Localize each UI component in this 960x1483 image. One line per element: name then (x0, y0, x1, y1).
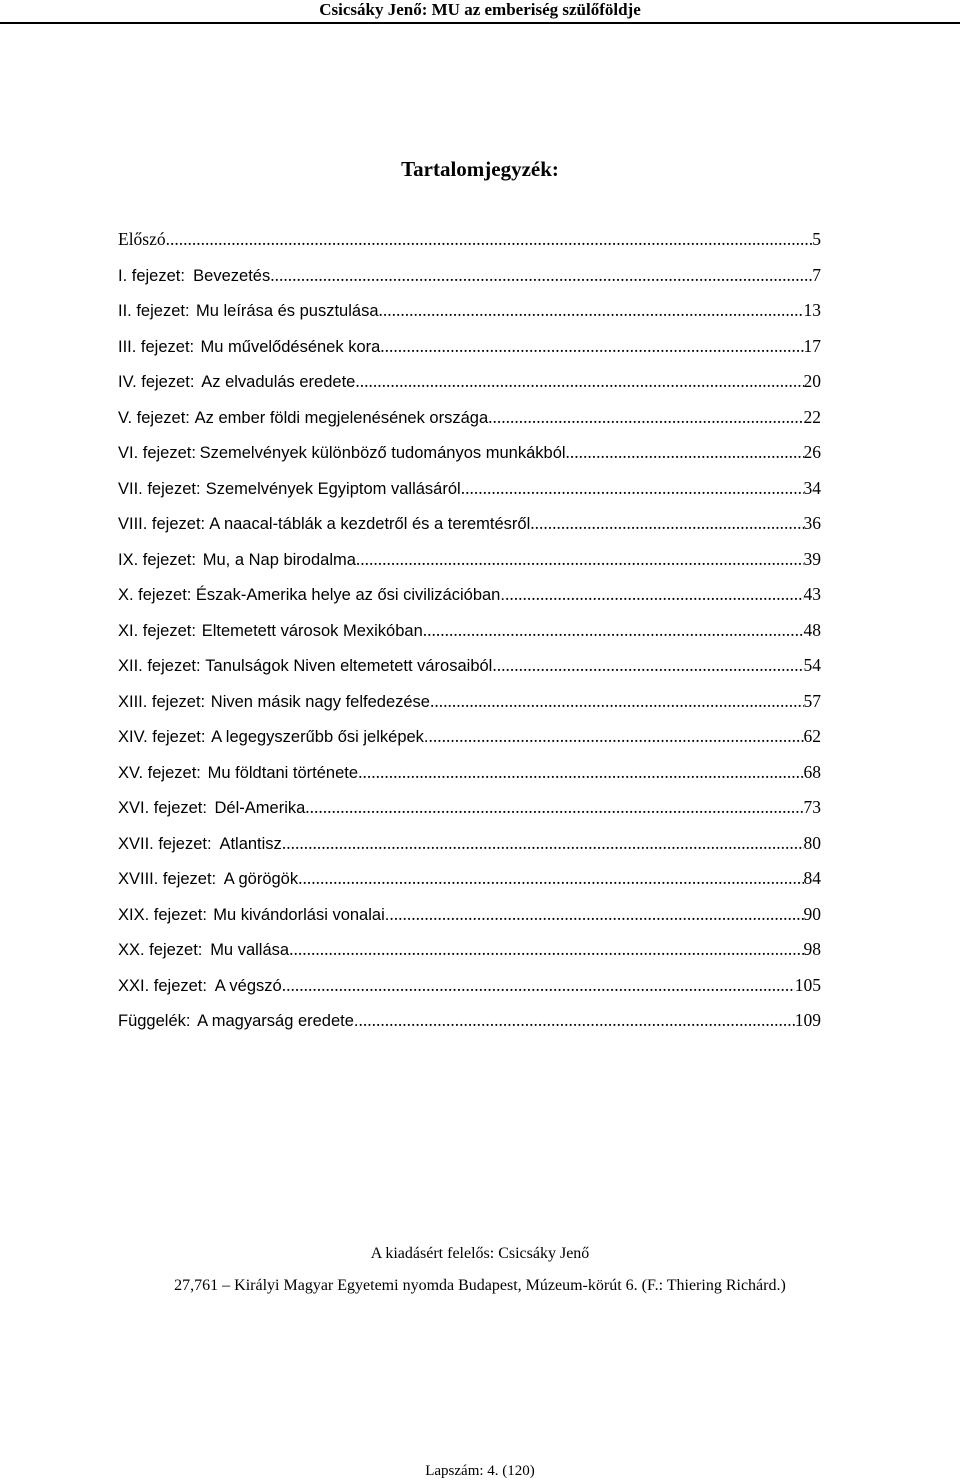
toc-entry-title: A görögök (223, 870, 299, 888)
toc-entry-page: 48 (803, 619, 821, 640)
toc-dot-leader (488, 404, 803, 430)
toc-entry-title: Mu földtani története (207, 763, 359, 782)
toc-entry-title: A legegyszerűbb ősi jelképek. (211, 728, 429, 746)
toc-entry-page: 57 (803, 690, 821, 711)
toc-entry-title: Észak-Amerika helye az ősi civilizációban. (195, 586, 505, 604)
toc-entry-page: 36 (803, 513, 821, 533)
toc-entry-label: XXI. fejezet: (118, 976, 207, 995)
toc-dot-leader (356, 546, 804, 572)
toc-entry-label: XI. fejezet: (118, 621, 196, 640)
toc-entry[interactable] (118, 368, 821, 404)
toc-entry[interactable] (118, 652, 821, 688)
toc-entry-page: 22 (803, 406, 821, 427)
toc-entry[interactable] (118, 581, 821, 617)
page-number-footer: Lapszám: 4. (120) (425, 1463, 535, 1479)
toc-dot-leader (461, 475, 804, 501)
toc-entry-label: XX. fejezet: (118, 941, 203, 959)
header-rule (0, 22, 960, 24)
toc-entry[interactable] (118, 1007, 821, 1043)
toc-entry-label: III. fejezet: (118, 337, 195, 356)
toc-entry-page: 84 (803, 868, 821, 888)
toc-title: Tartalomjegyzék: (401, 157, 559, 181)
toc-entry-page: 73 (803, 797, 821, 817)
toc-entry-label: VII. fejezet: (118, 479, 201, 498)
toc-entry-title: Eltemetett városok Mexikóban (201, 621, 423, 640)
toc-entry-page: 20 (803, 371, 821, 391)
toc-entry[interactable] (118, 333, 821, 369)
toc-entry-page: 54 (803, 655, 821, 675)
toc-entry-page: 80 (803, 832, 821, 853)
toc-dot-leader (380, 333, 803, 359)
toc-entry-label: II. fejezet: (118, 302, 190, 320)
toc-entry-title: Dél-Amerika (214, 799, 306, 817)
toc-entry-page: 39 (803, 548, 821, 569)
toc-entry-page: 7 (812, 264, 821, 285)
toc-dot-leader (282, 972, 795, 998)
toc-entry-label: XII. fejezet: (118, 657, 201, 675)
toc-entry-page: 13 (803, 300, 821, 320)
toc-entry-title: Niven másik nagy felfedezése (210, 692, 430, 711)
table-of-contents (118, 226, 821, 1043)
toc-dot-leader (505, 581, 804, 607)
toc-entry-title: A naacal-táblák a kezdetről és a teremtésről (209, 515, 531, 533)
toc-entry-label: XVIII. fejezet: (118, 870, 217, 888)
toc-entry-label: Függelék: (118, 1012, 191, 1030)
toc-entry[interactable] (118, 794, 821, 830)
toc-entry[interactable] (118, 830, 821, 866)
toc-entry-page: 17 (803, 335, 821, 356)
toc-entry-label: XVII. fejezet: (118, 834, 212, 853)
toc-entry-label: X. fejezet: (118, 586, 192, 604)
toc-entry-label: IV. fejezet: (118, 373, 195, 391)
toc-entry-label: XIII. fejezet: (118, 692, 206, 711)
toc-entry-page: 109 (794, 1010, 821, 1030)
toc-entry-label: XIV. fejezet: (118, 728, 206, 746)
toc-dot-leader (429, 723, 804, 749)
toc-entry[interactable] (118, 546, 821, 582)
toc-entry[interactable] (118, 226, 821, 262)
toc-entry-page: 43 (803, 584, 821, 604)
toc-entry[interactable] (118, 759, 821, 795)
toc-entry-page: 68 (803, 761, 821, 782)
toc-dot-leader (423, 617, 804, 643)
toc-entry[interactable] (118, 404, 821, 440)
toc-entry-title: Szemelvények különböző tudományos munkákból (199, 444, 566, 462)
toc-dot-leader (305, 794, 803, 820)
toc-entry-page: 26 (803, 442, 821, 462)
toc-entry[interactable] (118, 936, 821, 972)
toc-entry-page: 5 (812, 229, 821, 249)
toc-entry-label: VIII. fejezet: (118, 515, 206, 533)
toc-entry[interactable] (118, 723, 821, 759)
toc-dot-leader (359, 1007, 795, 1033)
toc-entry-label: XV. fejezet: (118, 763, 201, 782)
toc-entry[interactable] (118, 262, 821, 298)
toc-entry-title: Az ember földi megjelenésének országa (194, 408, 489, 427)
toc-dot-leader (566, 439, 804, 465)
toc-entry[interactable] (118, 972, 821, 1008)
running-header-title: Csicsáky Jenő: MU az emberiség szülőföldje (319, 0, 641, 19)
toc-entry-label: XVI. fejezet: (118, 799, 207, 817)
toc-dot-leader (379, 297, 804, 323)
toc-dot-leader (389, 901, 803, 927)
toc-entry-label: VI. fejezet: (118, 444, 196, 462)
toc-dot-leader (166, 226, 813, 252)
publisher-credit: A kiadásért felelős: Csicsáky Jenő (370, 1245, 590, 1262)
toc-entry[interactable] (118, 688, 821, 724)
toc-entry-title: Mu kivándorlási vonalai. (213, 905, 390, 924)
printer-credit: 27,761 – Királyi Magyar Egyetemi nyomda Budapest, Múzeum-körút 6. (F.: Thiering Richárd.) (174, 1277, 786, 1294)
toc-entry-page: 90 (803, 903, 821, 924)
toc-dot-leader (270, 262, 812, 288)
toc-entry-title: A magyarság eredete. (197, 1012, 359, 1030)
toc-entry-title: Az elvadulás eredete (201, 373, 356, 391)
toc-entry-title: Bevezetés (193, 266, 271, 285)
toc-entry-label: Előszó (118, 229, 166, 249)
toc-dot-leader (530, 510, 803, 536)
toc-dot-leader (430, 688, 804, 714)
toc-dot-leader (355, 368, 803, 394)
toc-entry[interactable] (118, 901, 821, 937)
toc-entry-title: Mu, a Nap birodalma (202, 550, 356, 569)
toc-entry-title: Mu leírása és pusztulása (195, 302, 379, 320)
toc-dot-leader (282, 830, 804, 856)
toc-entry-page: 34 (803, 477, 821, 498)
toc-entry-page: 62 (803, 726, 821, 746)
toc-entry-page: 105 (794, 974, 821, 995)
toc-entry[interactable] (118, 510, 821, 546)
toc-entry-label: XIX. fejezet: (118, 905, 207, 924)
toc-dot-leader (492, 652, 803, 678)
toc-dot-leader (358, 759, 803, 785)
toc-entry-label: I. fejezet: (118, 266, 185, 285)
toc-entry[interactable] (118, 865, 821, 901)
toc-entry[interactable] (118, 617, 821, 653)
toc-entry-title: Szemelvények Egyiptom vallásáról (205, 479, 461, 498)
toc-entry-label: IX. fejezet: (118, 550, 196, 569)
toc-entry[interactable] (118, 439, 821, 475)
toc-entry-label: V. fejezet: (118, 408, 190, 427)
toc-entry-title: Tanulságok Niven eltemetett városaiból (205, 657, 493, 675)
toc-entry-page: 98 (803, 939, 821, 959)
toc-entry-title: Atlantisz (219, 834, 282, 853)
toc-dot-leader (298, 865, 803, 891)
toc-entry[interactable] (118, 475, 821, 511)
toc-entry-title: Mu művelődésének kora (200, 337, 381, 356)
toc-dot-leader (289, 936, 803, 962)
toc-entry[interactable] (118, 297, 821, 333)
toc-entry-title: Mu vallása (210, 941, 290, 959)
toc-entry-title: A végszó (214, 976, 282, 995)
